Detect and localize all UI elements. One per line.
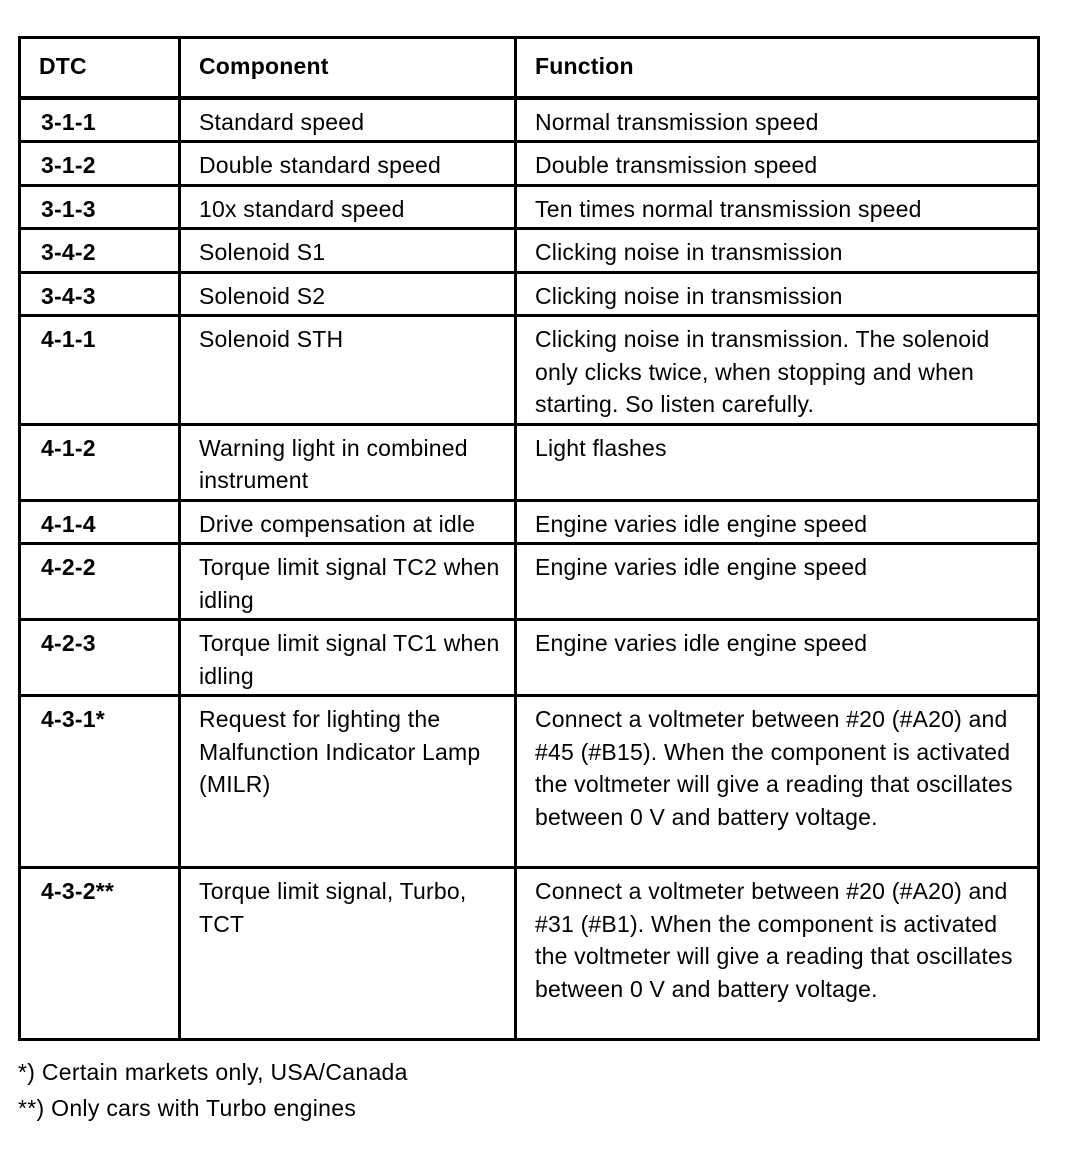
function-cell: Clicking noise in transmission. The solenoid only clicks twice, when stopping and when starting. So listen carefully. xyxy=(516,316,1039,425)
header-component: Component xyxy=(180,38,516,98)
function-cell: Engine varies idle engine speed xyxy=(516,500,1039,544)
dtc-code: 4-3-2** xyxy=(20,868,180,1040)
function-cell: Connect a voltmeter between #20 (#A20) and #45 (#B15). When the component is activated the voltmeter will give a reading that oscillates between 0 V and battery voltage. xyxy=(516,696,1039,868)
header-function: Function xyxy=(516,38,1039,98)
table-row xyxy=(20,272,1039,316)
footnotes xyxy=(18,1054,408,1126)
component-cell: Request for lighting the Malfunction Indicator Lamp (MILR) xyxy=(180,696,516,868)
footnote-double-asterisk: **) Only cars with Turbo engines xyxy=(18,1095,357,1121)
dtc-code: 3-1-3 xyxy=(20,185,180,229)
table-row xyxy=(20,98,1039,142)
dtc-code: 3-4-3 xyxy=(20,272,180,316)
dtc-table xyxy=(18,36,1040,1041)
table-row xyxy=(20,424,1039,500)
function-cell: Engine varies idle engine speed xyxy=(516,544,1039,620)
table-row xyxy=(20,696,1039,868)
dtc-code: 3-1-1 xyxy=(20,98,180,142)
component-cell: Solenoid STH xyxy=(180,316,516,425)
table-row xyxy=(20,316,1039,425)
dtc-code: 4-2-2 xyxy=(20,544,180,620)
component-cell: Torque limit signal TC1 when idling xyxy=(180,620,516,696)
dtc-code: 3-1-2 xyxy=(20,142,180,186)
table-row xyxy=(20,868,1039,1040)
dtc-code: 4-2-3 xyxy=(20,620,180,696)
table-header-row xyxy=(20,38,1039,98)
function-cell: Clicking noise in transmission xyxy=(516,229,1039,273)
table-row xyxy=(20,185,1039,229)
table-row xyxy=(20,229,1039,273)
dtc-code: 3-4-2 xyxy=(20,229,180,273)
table-row xyxy=(20,500,1039,544)
function-cell: Engine varies idle engine speed xyxy=(516,620,1039,696)
component-cell: Standard speed xyxy=(180,98,516,142)
component-cell: Torque limit signal, Turbo, TCT xyxy=(180,868,516,1040)
component-cell: Solenoid S1 xyxy=(180,229,516,273)
dtc-code: 4-3-1* xyxy=(20,696,180,868)
component-cell: Solenoid S2 xyxy=(180,272,516,316)
function-cell: Light flashes xyxy=(516,424,1039,500)
component-cell: Torque limit signal TC2 when idling xyxy=(180,544,516,620)
function-cell: Connect a voltmeter between #20 (#A20) and #31 (#B1). When the component is activated the voltmeter will give a reading that oscillates between 0 V and battery voltage. xyxy=(516,868,1039,1040)
header-dtc: DTC xyxy=(20,38,180,98)
dtc-code: 4-1-4 xyxy=(20,500,180,544)
dtc-code: 4-1-1 xyxy=(20,316,180,425)
table-row xyxy=(20,544,1039,620)
component-cell: Double standard speed xyxy=(180,142,516,186)
component-cell: Warning light in combined instrument xyxy=(180,424,516,500)
dtc-code: 4-1-2 xyxy=(20,424,180,500)
footnote-single-asterisk: *) Certain markets only, USA/Canada xyxy=(18,1059,408,1085)
component-cell: 10x standard speed xyxy=(180,185,516,229)
function-cell: Ten times normal transmission speed xyxy=(516,185,1039,229)
table-row xyxy=(20,620,1039,696)
component-cell: Drive compensation at idle xyxy=(180,500,516,544)
table-row xyxy=(20,142,1039,186)
function-cell: Normal transmission speed xyxy=(516,98,1039,142)
function-cell: Double transmission speed xyxy=(516,142,1039,186)
function-cell: Clicking noise in transmission xyxy=(516,272,1039,316)
